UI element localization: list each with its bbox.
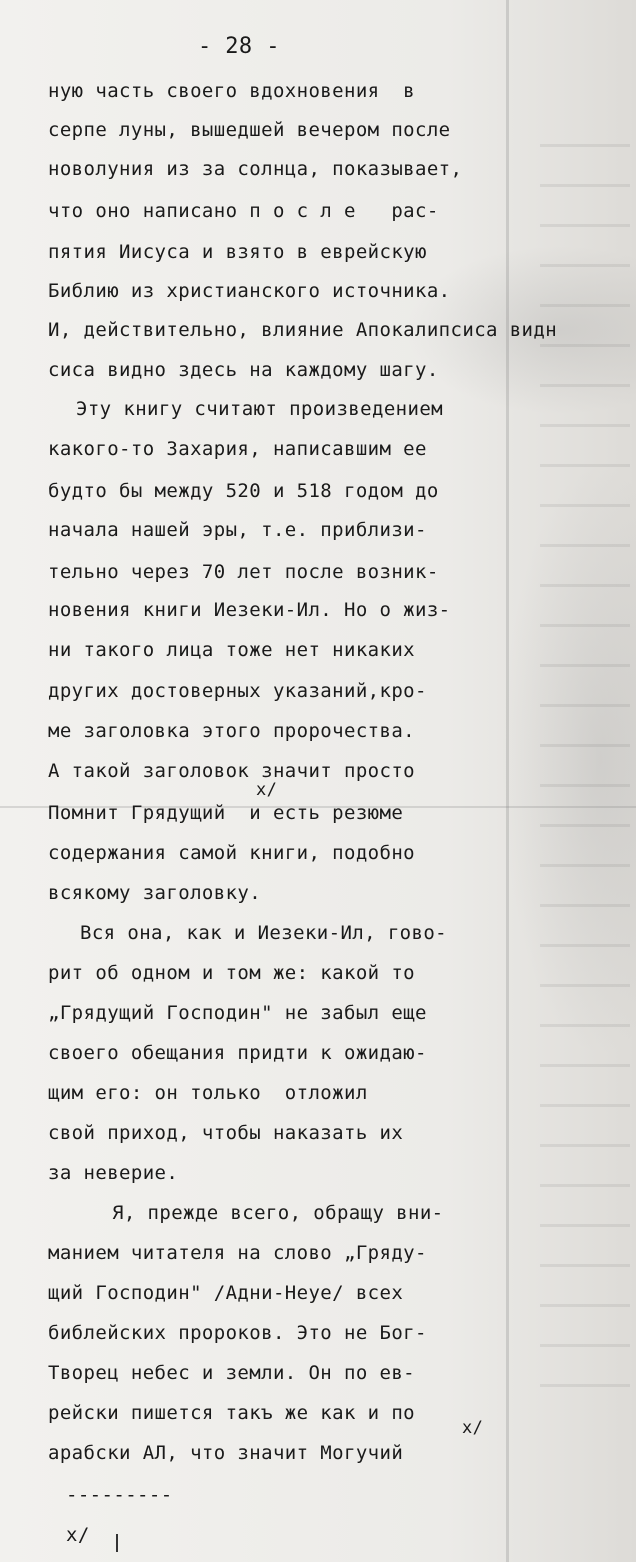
footnote-reference: x/ xyxy=(66,1524,90,1546)
text-line: Эту книгу считают произведением xyxy=(76,398,444,420)
text-line: щий Господин" /Адни-Неуе/ всех xyxy=(48,1282,404,1304)
text-line: содержания самой книги, подобно xyxy=(48,842,416,864)
text-line: Я, прежде всего, обращу вни- xyxy=(112,1202,444,1224)
text-line: манием читателя на слово „Гряду- xyxy=(48,1242,427,1264)
text-line: арабски АЛ, что значит Могучий xyxy=(48,1442,404,1464)
footnote-mark: x/ xyxy=(462,1418,484,1438)
text-line: тельно через 70 лет после возник- xyxy=(48,561,439,583)
text-line: сиса видно здесь на каждому шагу. xyxy=(48,359,439,381)
text-line: за неверие. xyxy=(48,1162,179,1184)
text-line: новения книги Иезеки-Ил. Но о жиз- xyxy=(48,599,451,621)
text-line: рейски пишется такъ же как и по xyxy=(48,1402,416,1424)
text-line: Творец небес и земли. Он по ев- xyxy=(48,1362,416,1384)
text-line: новолуния из за солнца, показывает, xyxy=(48,158,463,180)
text-line: И, действительно, влияние Апокалипсиса видн xyxy=(48,319,558,341)
footnote-mark: x/ xyxy=(256,780,278,800)
bleed-through-text xyxy=(540,120,630,1420)
text-line: рит об одном и том же: какой то xyxy=(48,962,416,984)
text-line: что оно написано п о с л е рас- xyxy=(48,200,439,222)
text-line: ни такого лица тоже нет никаких xyxy=(48,639,416,661)
text-line: серпе луны, вышедшей вечером после xyxy=(48,119,451,141)
text-line: Библию из христианского источника. xyxy=(48,280,451,302)
text-line: пятия Иисуса и взято в еврейскую xyxy=(48,241,427,263)
text-line: Помнит Грядущий и есть резюме xyxy=(48,802,404,824)
text-line: какого-то Захария, написавшим ее xyxy=(48,438,427,460)
fold-line-vertical xyxy=(506,0,509,1562)
page-number: - 28 - xyxy=(198,34,280,59)
text-line: будто бы между 520 и 518 годом до xyxy=(48,480,439,502)
text-line: других достоверных указаний,кро- xyxy=(48,680,427,702)
footnote-separator: --------- xyxy=(66,1484,173,1506)
text-line: щим его: он только отложил xyxy=(48,1082,368,1104)
text-line: ме заголовка этого пророчества. xyxy=(48,720,416,742)
text-line: всякому заголовку. xyxy=(48,882,262,904)
text-line: начала нашей эры, т.е. приблизи- xyxy=(48,519,427,541)
text-line: ную часть своего вдохновения в xyxy=(48,80,416,102)
text-line: библейских пророков. Это не Бог- xyxy=(48,1322,427,1344)
text-line: „Грядущий Господин" не забыл еще xyxy=(48,1002,427,1024)
text-line: свой приход, чтобы наказать их xyxy=(48,1122,404,1144)
text-line: А такой заголовок значит просто xyxy=(48,760,416,782)
text-line: своего обещания придти к ожидаю- xyxy=(48,1042,427,1064)
text-line: Вся она, как и Иезеки-Ил, гово- xyxy=(80,922,448,944)
stray-mark xyxy=(116,1534,118,1552)
